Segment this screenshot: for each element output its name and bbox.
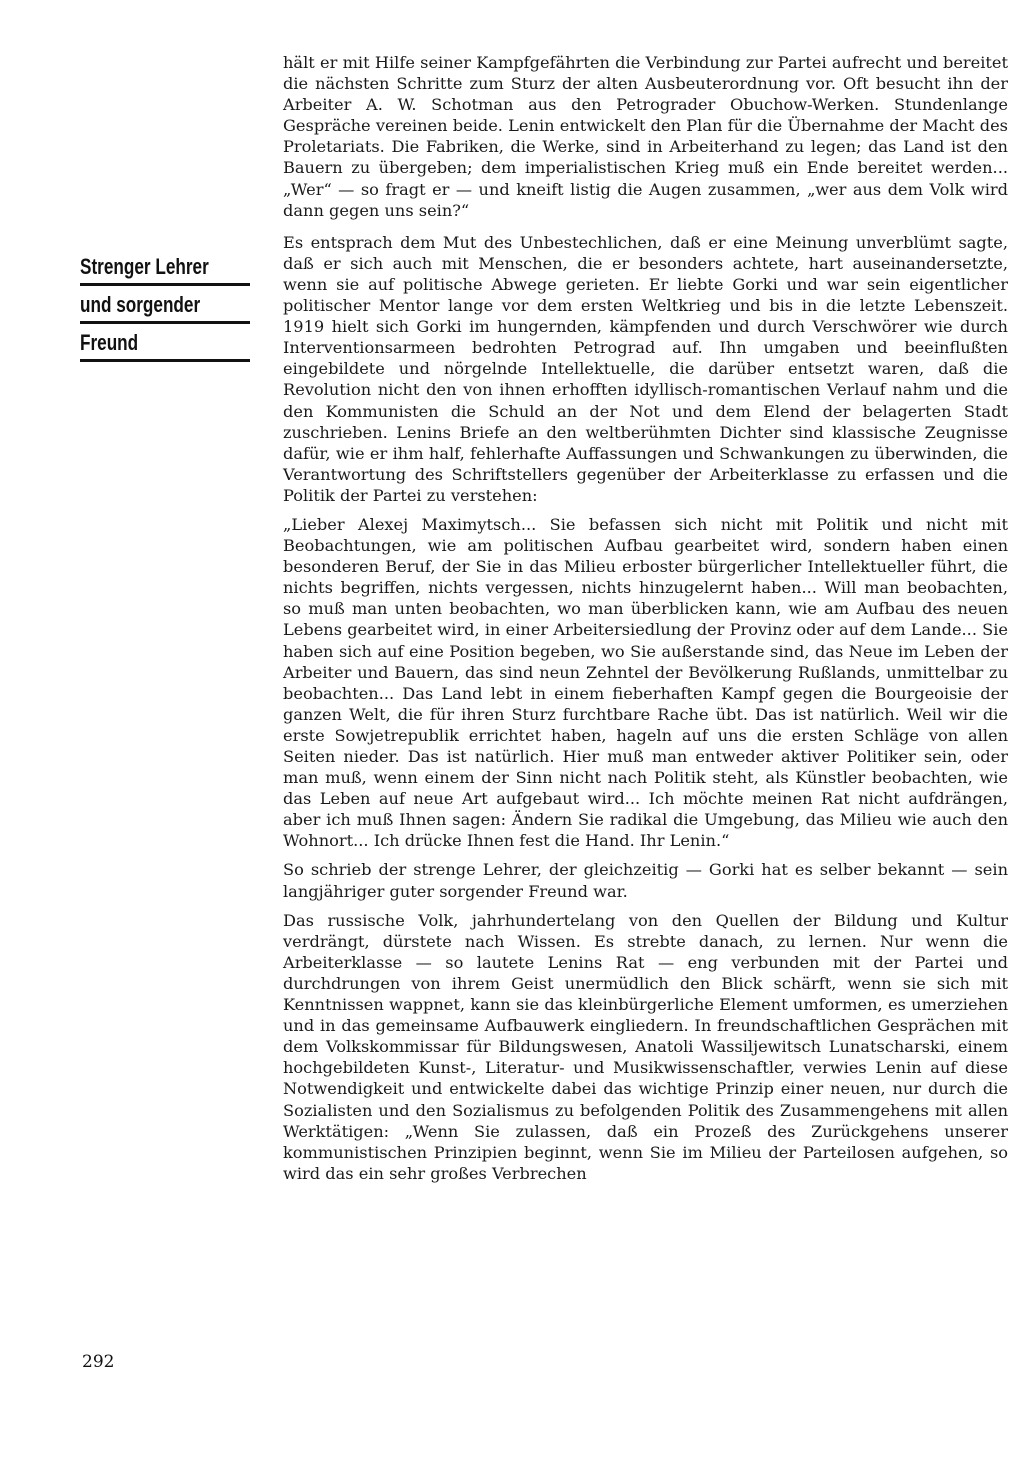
heading-underline-2 [80, 321, 250, 324]
margin-heading-line-2: und sorgender [80, 292, 201, 317]
paragraph-3: So schrieb der strenge Lehrer, der gleichzeitig — Gorki hat es selber bekannt — sein langjähriger guter sorgender Freund war. [283, 860, 1008, 901]
margin-heading-line-1: Strenger Lehrer [80, 254, 209, 279]
margin-heading [80, 255, 250, 369]
paragraph-1: hält er mit Hilfe seiner Kampfgefährten die Verbindung zur Partei aufrecht und bereitet die nächsten Schritte zum Sturz der alten Ausbeuterordnung vor. Oft besucht ihn der Arbeiter A. W. Schotman aus den Petrograder Obuchow-Werken. Stundenlange Gespräche vereinen beide. Lenin entwickelt den Plan für die Übernahme der Macht des Proletariats. Die Fabriken, die Werke, sind in Arbeiterhand zu legen; das Land ist den Bauern zu übergeben; dem imperialistischen Krieg muß ein Ende bereitet werden... „Wer“ — so fragt er — und kneift listig die Augen zusammen, „wer aus dem Volk wird dann gegen uns sein?“ [283, 53, 1008, 220]
text-column [283, 52, 1008, 1184]
paragraph-4: Das russische Volk, jahrhundertelang von den Quellen der Bildung und Kultur verdrängt, dürstete nach Wissen. Es strebte danach, zu lernen. Nur wenn die Arbeiterklasse — so lautete Lenins Rat — eng verbunden mit der Partei und durchdrungen von ihrem Geist unermüdlich den Blick schärft, wenn sie sich mit Kenntnissen wappnet, kann sie das kleinbürgerliche Element umformen, es umerziehen und in das gemeinsame Aufbauwerk eingliedern. In freundschaftlichen Gesprächen mit dem Volkskommissar für Bildungswesen, Anatoli Wassiljewitsch Lunatscharski, einem hochgebildeten Kunst-, Literatur- und Musikwissenschaftler, verwies Lenin auf diese Notwendigkeit und entwickelte dabei das wichtige Prinzip einer neuen, nur durch die Sozialisten und den Sozialismus zu befolgenden Politik des Zusammengehens mit allen Werktätigen: „Wenn Sie zulassen, daß ein Prozeß des Zurückgehens unserer kommunistischen Prinzipien beginnt, wenn Sie im Milieu der Parteilosen aufgehen, so wird das ein sehr großes Verbrechen [283, 910, 1008, 1183]
heading-underline-3 [80, 359, 250, 362]
letter-quote: „Lieber Alexej Maximytsch... Sie befassen sich nicht mit Politik und nicht mit Beobachtungen, wie am politischen Aufbau gearbeitet wird, sondern haben einen besonderen Beruf, der Sie in das Milieu erboster bürgerlicher Intellektueller führt, die nichts begriffen, nichts vergessen, nichts hinzugelernt haben... Will man beobachten, so muß man unten beobachten, wo man überblicken kann, wie am Aufbau des neuen Lebens gearbeitet wird, in einer Arbeitersiedlung der Provinz oder auf dem Lande... Sie haben sich auf eine Position begeben, wo Sie außerstande sind, das Neue im Leben der Arbeiter und Bauern, das sind neun Zehntel der Bevölkerung Rußlands, unmittelbar zu beobachten... Das Land lebt in einem fieberhaften Kampf gegen die Bourgeoisie der ganzen Welt, die für ihren Sturz furchtbare Rache übt. Das ist natürlich. Weil wir die erste Sowjetrepublik errichtet haben, hageln auf uns die ersten Schläge von allen Seiten nieder. Das ist natürlich. Hier muß man entweder aktiver Politiker sein, oder man muß, wenn einem der Sinn nicht nach Politik steht, als Künstler beobachten, wie das Leben auf neue Art aufgebaut wird... Ich möchte meinen Rat nicht aufdrängen, aber ich muß Ihnen sagen: Ändern Sie radikal die Umgebung, das Milieu wie auch den Wohnort... Ich drücke Ihnen fest die Hand. Ihr Lenin.“ [283, 514, 1008, 851]
page-number: 292 [82, 1352, 115, 1372]
paragraph-2: Es entsprach dem Mut des Unbestechlichen, daß er eine Meinung unverblümt sagte, daß er sich auch mit Menschen, die er besonders achtete, hart auseinandersetzte, wenn sie auf politische Abwege gerieten. Er liebte Gorki und war sein eigentlicher politischer Mentor lange vor dem ersten Weltkrieg und bis in die letzte Lebenszeit. 1919 hielt sich Gorki im hungernden, kämpfenden und durch Verschwörer wie durch Interventionsarmeen bedrohten Petrograd auf. Ihn umgaben und beeinflußten eingebildete und nörgelnde Intellektuelle, die darüber entsetzt waren, daß die Revolution nicht den von ihnen erhofften idyllisch-romantischen Verlauf nahm und die den Kommunisten die Schuld an der Not und dem Elend der belagerten Stadt zuschrieben. Lenins Briefe an den weltberühmten Dichter sind klassische Zeugnisse dafür, wie er ihm half, fehlerhafte Auffassungen und Schwankungen zu überwinden, die Verantwortung des Schriftstellers gegenüber der Arbeiterklasse zu erfassen und die Politik der Partei zu verstehen: [283, 232, 1008, 505]
heading-underline-1 [80, 283, 250, 286]
margin-heading-line-3: Freund [80, 330, 139, 355]
